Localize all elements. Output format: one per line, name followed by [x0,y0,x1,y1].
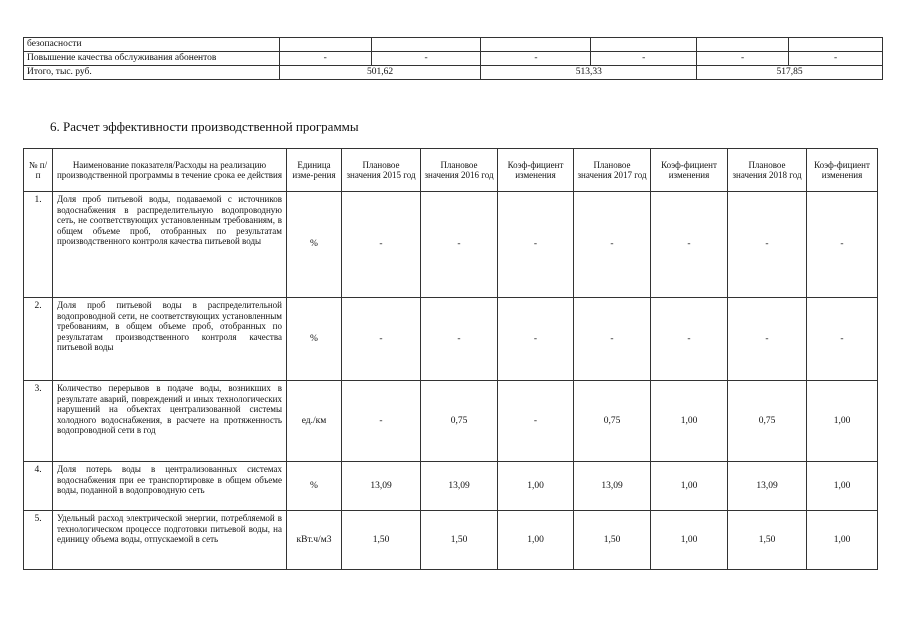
header-cell: Коэф-фициент изменения [498,149,574,192]
table-cell: - [481,52,591,66]
value-cell: - [728,192,807,298]
table-cell: - [371,52,481,66]
header-cell: Плановое значения 2017 год [574,149,651,192]
total-value-2016: 513,33 [481,66,697,80]
unit-cell: ед./км [287,381,342,462]
unit-cell: % [287,462,342,511]
header-cell: Плановое значения 2018 год [728,149,807,192]
table-row [24,381,878,462]
value-cell: - [651,192,728,298]
table-cell [481,38,591,52]
table-row [24,298,878,381]
table-cell [697,38,789,52]
section-heading: 6. Расчет эффективности производственной программы [50,119,359,134]
value-cell: - [342,298,421,381]
header-cell: Плановое значения 2016 год [421,149,498,192]
row-number: 1. [24,192,53,298]
efficiency-table [23,148,878,570]
value-cell: 1,00 [651,511,728,570]
value-cell: 1,00 [651,381,728,462]
total-row [24,66,883,80]
header-cell: Плановое значения 2015 год [342,149,421,192]
total-value-2015: 501,62 [279,66,481,80]
indicator-name: Доля проб питьевой воды, подаваемой с источников водоснабжения в распределительную водопроводную сеть, не соответствующих установленным требованиям, в общем объеме проб, отобранных по результатам производственного контроля качества питьевой воды [53,192,287,298]
value-cell: 13,09 [342,462,421,511]
row-label: безопасности [24,38,280,52]
value-cell: - [421,298,498,381]
value-cell: - [421,192,498,298]
row-number: 4. [24,462,53,511]
value-cell: 1,00 [807,511,878,570]
table-row [24,192,878,298]
table-cell: - [789,52,883,66]
table-cell: - [591,52,697,66]
row-number: 5. [24,511,53,570]
value-cell: - [498,192,574,298]
value-cell: 1,00 [651,462,728,511]
unit-cell: % [287,298,342,381]
table-cell: - [697,52,789,66]
header-cell: № п/п [24,149,53,192]
header-cell: Коэф-фициент изменения [807,149,878,192]
value-cell: 13,09 [574,462,651,511]
table-cell: - [279,52,371,66]
row-number: 2. [24,298,53,381]
indicator-name: Доля потерь воды в централизованных системах водоснабжения при ее транспортировке в общем объеме воды, поданной в водопроводную сеть [53,462,287,511]
value-cell: - [728,298,807,381]
cost-summary-table [23,37,883,80]
unit-cell: кВт.ч/м3 [287,511,342,570]
table-row [24,52,883,66]
value-cell: 1,50 [421,511,498,570]
value-cell: 1,00 [498,511,574,570]
value-cell: - [498,381,574,462]
value-cell: 1,00 [807,381,878,462]
table-cell [591,38,697,52]
value-cell: - [807,298,878,381]
header-row [24,149,878,192]
value-cell: 0,75 [574,381,651,462]
value-cell: 1,50 [728,511,807,570]
value-cell: 1,00 [498,462,574,511]
value-cell: - [342,192,421,298]
table-cell [371,38,481,52]
value-cell: 13,09 [421,462,498,511]
row-number: 3. [24,381,53,462]
indicator-name: Доля проб питьевой воды в распределительной водопроводной сети, не соответствующих установленным требованиям, в общем объеме проб, отобранных по результатам производственного контроля качества питьевой воды [53,298,287,381]
header-cell: Наименование показателя/Расходы на реализацию производственной программы в течение срока ее действия [53,149,287,192]
row-label: Повышение качества обслуживания абонентов [24,52,280,66]
value-cell: 13,09 [728,462,807,511]
unit-cell: % [287,192,342,298]
total-label: Итого, тыс. руб. [24,66,280,80]
table-row [24,462,878,511]
value-cell: 1,50 [342,511,421,570]
value-cell: - [807,192,878,298]
value-cell: - [574,298,651,381]
total-value-2017: 517,85 [697,66,883,80]
value-cell: 0,75 [728,381,807,462]
table-cell [789,38,883,52]
value-cell: - [574,192,651,298]
value-cell: 1,00 [807,462,878,511]
value-cell: 1,50 [574,511,651,570]
indicator-name: Удельный расход электрической энергии, потребляемой в технологическом процессе подготовки питьевой воды, на единицу объема воды, отпускаемой в сеть [53,511,287,570]
value-cell: - [342,381,421,462]
table-row [24,511,878,570]
indicator-name: Количество перерывов в подаче воды, возникших в результате аварий, повреждений и иных технологических нарушений на объектах централизованной системы холодного водоснабжения, в расчете на протяженность водопроводной сети в год [53,381,287,462]
table-row [24,38,883,52]
header-cell: Коэф-фициент изменения [651,149,728,192]
value-cell: - [498,298,574,381]
value-cell: - [651,298,728,381]
value-cell: 0,75 [421,381,498,462]
header-cell: Единица изме-рения [287,149,342,192]
table-cell [279,38,371,52]
